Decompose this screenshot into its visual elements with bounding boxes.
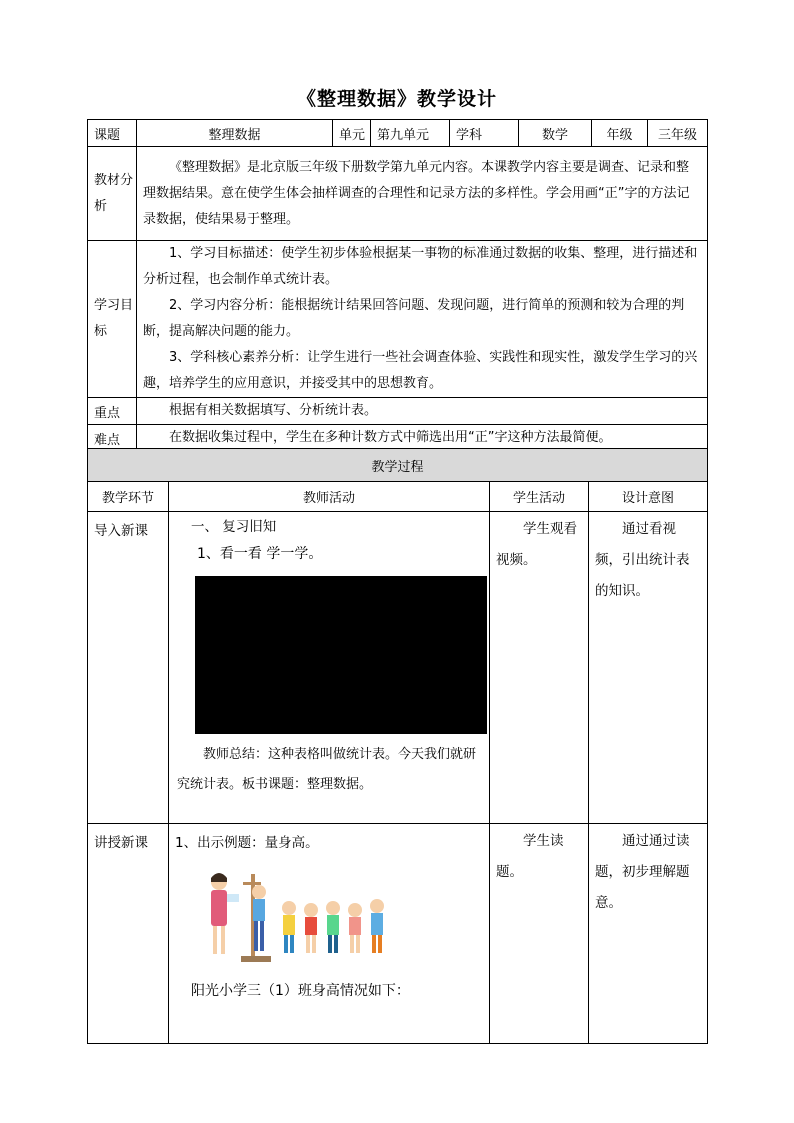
process-header: 教学过程 bbox=[88, 449, 708, 482]
col-stage: 教学环节 bbox=[88, 482, 169, 512]
goals-label: 学习目标 bbox=[88, 241, 137, 398]
grade-value: 三年级 bbox=[648, 120, 708, 147]
col-intent: 设计意图 bbox=[589, 482, 708, 512]
col-student: 学生活动 bbox=[490, 482, 589, 512]
document-title: 《整理数据》教学设计 bbox=[296, 88, 497, 110]
topic-value: 整理数据 bbox=[137, 120, 333, 147]
process-table bbox=[87, 448, 708, 1044]
intro-heading: 一、 复习旧知 bbox=[191, 519, 277, 535]
intro-summary: 教师总结：这种表格叫做统计表。今天我们就研究统计表。板书课题：整理数据。 bbox=[177, 747, 477, 792]
info-table bbox=[87, 119, 708, 452]
stage-intro: 导入新课 bbox=[88, 512, 169, 824]
intro-student: 学生观看视频。 bbox=[490, 512, 589, 824]
topic-label: 课题 bbox=[88, 120, 137, 147]
key-point-label: 重点 bbox=[88, 398, 137, 425]
review-video[interactable] bbox=[195, 576, 487, 734]
teach-heading: 1、出示例题：量身高。 bbox=[175, 835, 319, 851]
goal-3: 3、学科核心素养分析：让学生进行一些社会调查体验、实践性和现实性，激发学生学习的兴趣，培养学生的应用意识，并接受其中的思想教育。 bbox=[143, 350, 698, 391]
table-row bbox=[88, 512, 708, 824]
class-height-intro: 阳光小学三（1）班身高情况如下： bbox=[191, 983, 410, 999]
subject-label: 学科 bbox=[450, 120, 519, 147]
table-row bbox=[88, 824, 708, 1044]
unit-value: 第九单元 bbox=[371, 120, 450, 147]
height-measuring-illustration bbox=[197, 868, 397, 968]
intro-intent: 通过看视频，引出统计表的知识。 bbox=[589, 512, 708, 824]
col-teacher: 教师活动 bbox=[169, 482, 490, 512]
goal-1: 1、学习目标描述：使学生初步体验根据某一事物的标准通过数据的收集、整理，进行描述和分析过程，也会制作单式统计表。 bbox=[143, 246, 698, 287]
subject-value: 数学 bbox=[519, 120, 592, 147]
goal-2: 2、学习内容分析：能根据统计结果回答问题、发现问题，进行简单的预测和较为合理的判断，提高解决问题的能力。 bbox=[143, 298, 685, 339]
difficulty-label: 难点 bbox=[88, 425, 137, 452]
analysis-text: 《整理数据》是北京版三年级下册数学第九单元内容。本课教学内容主要是调查、记录和整理数据结果。意在使学生体会抽样调查的合理性和记录方法的多样性。学会用画“正”字的方法记录数据，使结果易于整理。 bbox=[137, 147, 708, 241]
key-point-text: 根据有相关数据填写、分析统计表。 bbox=[137, 398, 708, 425]
teach-student: 学生读题。 bbox=[490, 824, 589, 1044]
intro-sub: 1、看一看 学一学。 bbox=[197, 546, 323, 562]
difficulty-text: 在数据收集过程中，学生在多种计数方式中筛选出用“正”字这种方法最简便。 bbox=[137, 425, 708, 452]
analysis-label: 教材分析 bbox=[88, 147, 137, 241]
grade-label: 年级 bbox=[592, 120, 648, 147]
unit-label: 单元 bbox=[333, 120, 371, 147]
stage-teach: 讲授新课 bbox=[88, 824, 169, 1044]
teach-intent: 通过通过读题，初步理解题意。 bbox=[589, 824, 708, 1044]
